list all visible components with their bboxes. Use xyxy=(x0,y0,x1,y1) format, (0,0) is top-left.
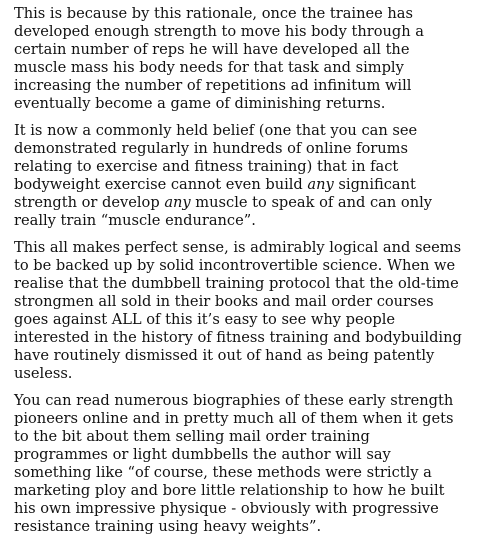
paragraph-2 xyxy=(14,122,466,230)
emphasis-any-2: any xyxy=(164,194,191,211)
paragraph-1 xyxy=(14,5,466,113)
paragraph-4-text: You can read numerous biographies of these early strength pioneers online and in pretty much all of them when it gets to the bit about them selling mail order training programmes or light dumbbells the author will say something like “of course, these methods were strictly a marketing ploy and bore little relationship to how he built his own impressive physique - obviously with progressive resistance training using heavy weights”. xyxy=(14,392,454,535)
paragraph-2-text-b: significant strength or develop xyxy=(14,176,416,211)
emphasis-any-1: any xyxy=(307,176,334,193)
paragraph-3 xyxy=(14,239,466,383)
paragraph-4 xyxy=(14,392,466,536)
paragraph-3-text: This all makes perfect sense, is admirably logical and seems to be backed up by solid incontrovertible science. When we realise that the dumbbell training protocol that the old-time strongmen all sold in their books and mail order courses goes against ALL of this it’s easy to see why people interested in the history of fitness training and bodybuilding have routinely dismissed it out of hand as being patently useless. xyxy=(14,239,462,382)
paragraph-2-text-a: It is now a commonly held belief (one that you can see demonstrated regularly in hundreds of online forums relating to exercise and fitness training) that in fact bodyweight exercise cannot even build xyxy=(14,122,418,193)
paragraph-2-text-c: muscle to speak of and can only really train “muscle endurance”. xyxy=(14,194,433,229)
paragraph-1-text: This is because by this rationale, once the trainee has developed enough strength to move his body through a certain number of reps he will have developed all the muscle mass his body needs for that task and simply increasing the number of repetitions ad infinitum will eventually become a game of diminishing returns. xyxy=(14,5,424,112)
